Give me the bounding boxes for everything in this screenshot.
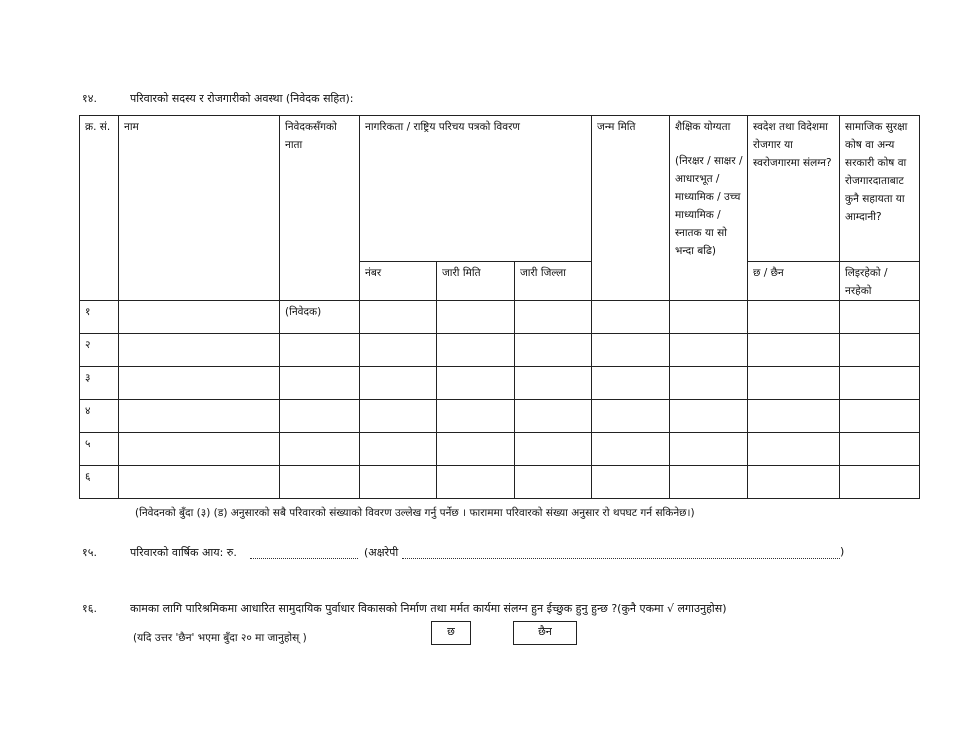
relation-cell[interactable] <box>280 433 360 466</box>
header-relation: निवेदकसँगको नाता <box>280 116 360 301</box>
issue-date-cell[interactable] <box>437 400 515 433</box>
issue-district-cell[interactable] <box>515 334 592 367</box>
issue-date-cell[interactable] <box>437 334 515 367</box>
table-row <box>80 433 920 466</box>
name-cell[interactable] <box>119 433 280 466</box>
relation-cell[interactable] <box>280 367 360 400</box>
education-cell[interactable] <box>670 367 748 400</box>
row-sn: २ <box>80 334 119 367</box>
issue-date-cell[interactable] <box>437 301 515 334</box>
dob-cell[interactable] <box>592 400 670 433</box>
social-security-cell[interactable] <box>840 301 920 334</box>
header-issue-district: जारी जिल्ला <box>515 262 592 301</box>
header-issue-date: जारी मिति <box>437 262 515 301</box>
citizenship-number-cell[interactable] <box>360 301 437 334</box>
name-cell[interactable] <box>119 334 280 367</box>
education-cell[interactable] <box>670 334 748 367</box>
header-social-security: सामाजिक सुरक्षा कोष वा अन्य सरकारी कोष वा रोजगारदाताबाट कुनै सहायता या आम्दानी? <box>840 116 920 262</box>
citizenship-number-cell[interactable] <box>360 334 437 367</box>
name-cell[interactable] <box>119 367 280 400</box>
table-row <box>80 301 920 334</box>
social-security-cell[interactable] <box>840 466 920 499</box>
social-security-cell[interactable] <box>840 334 920 367</box>
citizenship-number-cell[interactable] <box>360 400 437 433</box>
header-dob: जन्म मिति <box>592 116 670 301</box>
education-cell[interactable] <box>670 433 748 466</box>
section-16-number: १६. <box>82 602 97 615</box>
issue-district-cell[interactable] <box>515 466 592 499</box>
issue-date-cell[interactable] <box>437 433 515 466</box>
social-security-cell[interactable] <box>840 400 920 433</box>
dob-cell[interactable] <box>592 466 670 499</box>
dob-cell[interactable] <box>592 433 670 466</box>
row-sn: १ <box>80 301 119 334</box>
dob-cell[interactable] <box>592 301 670 334</box>
option-yes-box[interactable]: छ <box>431 621 471 645</box>
employment-cell[interactable] <box>748 334 840 367</box>
issue-date-cell[interactable] <box>437 367 515 400</box>
relation-cell[interactable]: (निवेदक) <box>280 301 360 334</box>
header-citizenship: नागरिकता / राष्ट्रिय परिचय पत्रको विवरण <box>360 116 592 262</box>
employment-cell[interactable] <box>748 301 840 334</box>
issue-district-cell[interactable] <box>515 433 592 466</box>
issue-district-cell[interactable] <box>515 400 592 433</box>
dob-cell[interactable] <box>592 367 670 400</box>
citizenship-number-cell[interactable] <box>360 466 437 499</box>
row-sn: ५ <box>80 433 119 466</box>
table-row <box>80 466 920 499</box>
name-cell[interactable] <box>119 466 280 499</box>
section-16-question: कामका लागि पारिश्रमिकमा आधारित सामुदायिक पुर्वाधार विकासको निर्माण तथा मर्मत कार्यमा संलग्न हुन ईच्छुक हुनु हुन्छ ?(कुनै एकमा √ लगाउनुहोस) <box>130 602 727 615</box>
table-note: (निवेदनको बुँदा (३) (ड) अनुसारको सबै परिवारको संख्याको विवरण उल्लेख गर्नु पर्नेछ । फाराममा परिवारको संख्या अनुसार रो थपघट गर्न सकिनेछ।) <box>135 507 695 519</box>
header-name: नाम <box>119 116 280 301</box>
header-employment-options: छ / छैन <box>748 262 840 301</box>
header-employment: स्वदेश तथा विदेशमा रोजगार या स्वरोजगारमा संलग्न? <box>748 116 840 262</box>
education-cell[interactable] <box>670 400 748 433</box>
table-row <box>80 400 920 433</box>
row-sn: ३ <box>80 367 119 400</box>
issue-district-cell[interactable] <box>515 301 592 334</box>
employment-cell[interactable] <box>748 400 840 433</box>
citizenship-number-cell[interactable] <box>360 433 437 466</box>
issue-date-cell[interactable] <box>437 466 515 499</box>
name-cell[interactable] <box>119 301 280 334</box>
dob-cell[interactable] <box>592 334 670 367</box>
section-14-number: १४. <box>82 92 97 105</box>
social-security-cell[interactable] <box>840 367 920 400</box>
annual-income-field[interactable] <box>250 546 358 559</box>
income-in-words-label: (अक्षरेपी <box>364 546 399 559</box>
table-row <box>80 367 920 400</box>
row-sn: ६ <box>80 466 119 499</box>
income-in-words-field[interactable] <box>402 546 840 559</box>
education-cell[interactable] <box>670 301 748 334</box>
name-cell[interactable] <box>119 400 280 433</box>
header-social-options: लिइरहेको / नरहेको <box>840 262 920 301</box>
citizenship-number-cell[interactable] <box>360 367 437 400</box>
relation-cell[interactable] <box>280 334 360 367</box>
education-cell[interactable] <box>670 466 748 499</box>
section-14-title: परिवारको सदस्य र रोजगारीको अवस्था (निवेदक सहित): <box>130 92 354 105</box>
section-16-note: (यदि उत्तर 'छैन' भएमा बुँदा २० मा जानुहोस् ) <box>133 632 307 644</box>
relation-cell[interactable] <box>280 466 360 499</box>
option-no-box[interactable]: छैन <box>513 621 577 645</box>
header-sn: क्र. सं. <box>80 116 119 301</box>
family-members-table <box>79 115 920 499</box>
header-citizenship-number: नंबर <box>360 262 437 301</box>
section-15-number: १५. <box>82 546 97 559</box>
relation-cell[interactable] <box>280 400 360 433</box>
header-education: शैक्षिक योग्यता (निरक्षर / साक्षर / आधारभूत / माध्यामिक / उच्च माध्यामिक / स्नातक या सो भन्दा बढि) <box>670 116 748 301</box>
social-security-cell[interactable] <box>840 433 920 466</box>
table-row <box>80 334 920 367</box>
row-sn: ४ <box>80 400 119 433</box>
employment-cell[interactable] <box>748 367 840 400</box>
income-in-words-close: ) <box>840 545 845 558</box>
annual-income-label: परिवारको वार्षिक आय: रु. <box>130 546 237 559</box>
employment-cell[interactable] <box>748 466 840 499</box>
employment-cell[interactable] <box>748 433 840 466</box>
issue-district-cell[interactable] <box>515 367 592 400</box>
